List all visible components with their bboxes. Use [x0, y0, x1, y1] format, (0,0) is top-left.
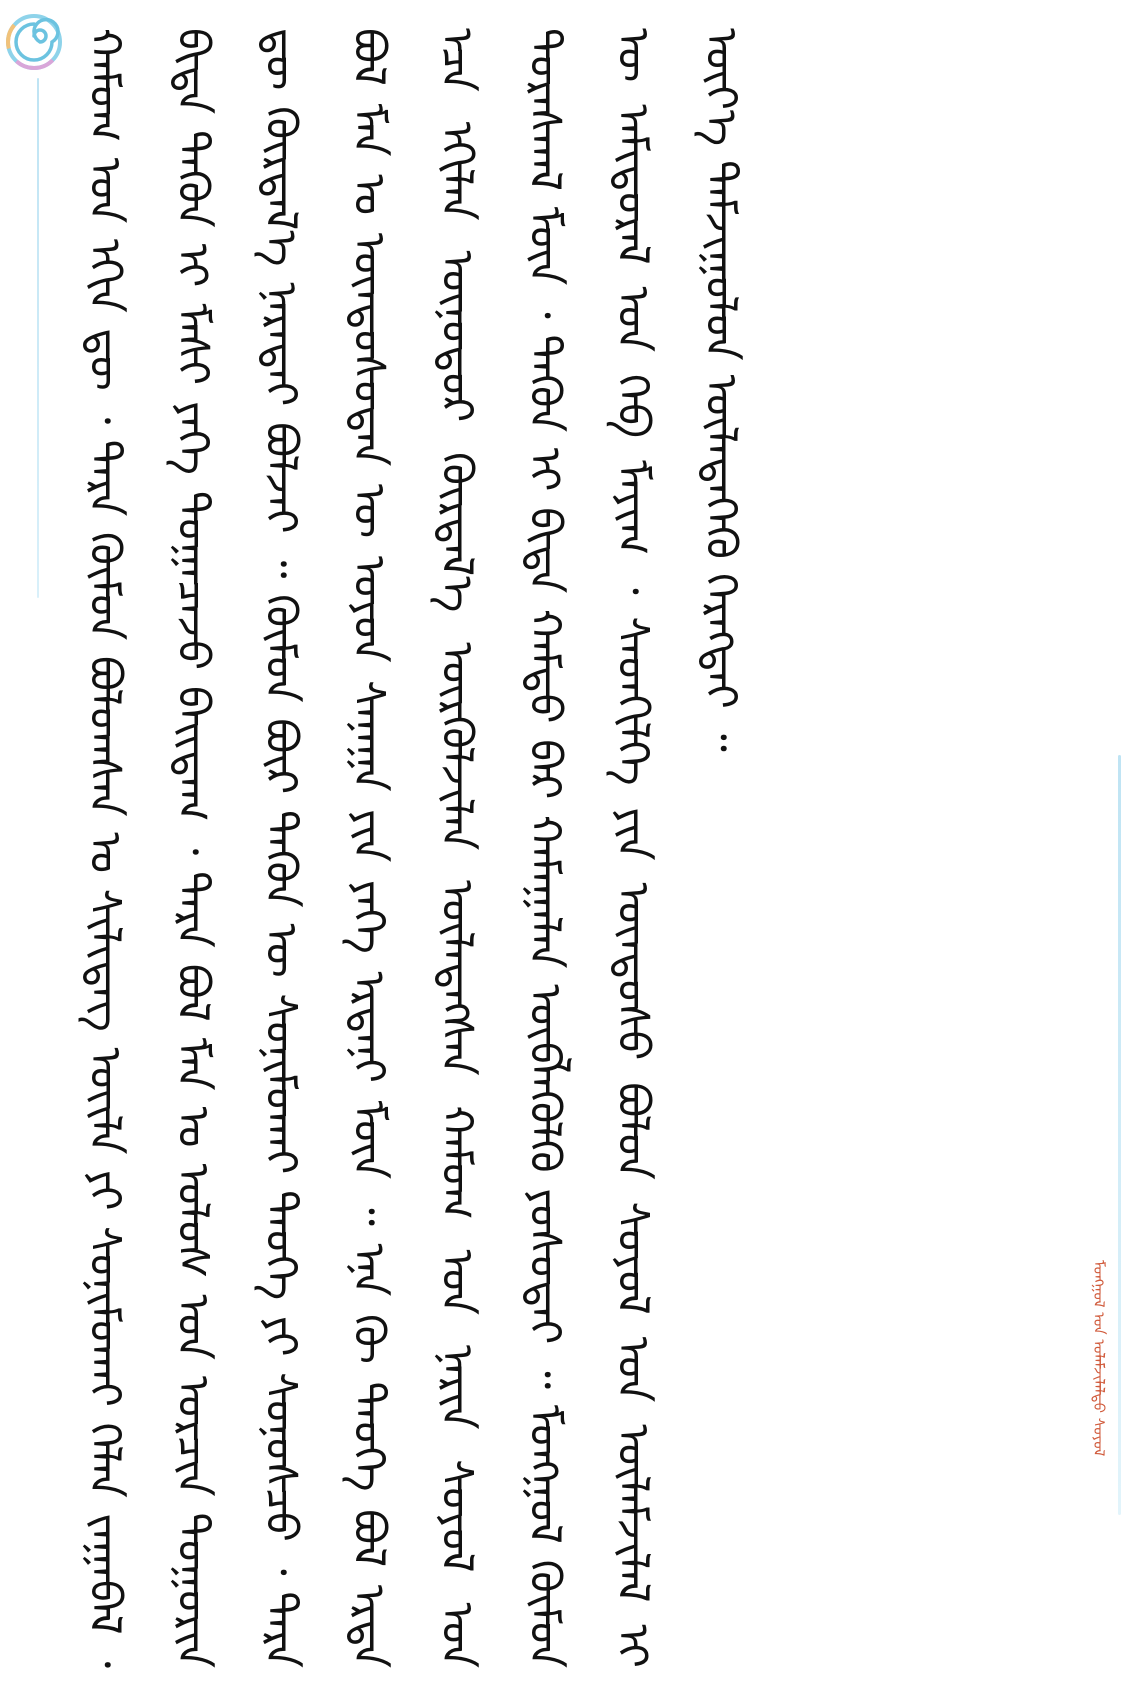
paragraph-2: ᠬᠦᠮᠦᠨ ᠪᠦᠷ ᠲᠡᠭᠦᠨ ᠦ ᠰᠣᠨᠢᠮᠣᠬᠠᠢ ᠲᠡᠦᠬᠡ ᠶᠢ ᠰᠣᠨᠣᠰᠴᠤ ᠂ ᠲᠡᠷᠡ ᠪᠣᠯ ᠮᠠᠨ ᠤ ᠦᠨᠳᠦᠰᠦᠲᠡᠨ ᠦ ᠣᠶᠤᠨ ᠰᠠᠨᠠᠭᠠ ᠶᠢᠨ ᠶᠡᠬᠡ ᠡᠷᠳᠡᠨᠢ ᠮᠥᠨ ᠃: [255, 28, 394, 1668]
paragraph-1: ᠬᠠᠮᠤᠭ ᠤᠨ ᠡᠬᠢᠨ ᠳᠦ ᠂ ᠲᠡᠷᠡ ᠬᠦᠮᠦᠨ ᠪᠣᠯᠤᠭᠰᠠᠨ ᠤ ᠰᠢᠯᠢᠳᠡᠭ ᠦᠢᠯᠡ ᠶᠢ ᠰᠣᠨᠢᠮᠣᠬᠠᠢ ᠬᠡᠯᠡᠨ ᠵᠠᠭᠠᠪᠠᠯ ᠂ ᠪᠢᠳᠡ ᠲᠡᠭᠦᠨ ᠢ ᠮᠠᠰᠢ ᠶᠡᠬᠡ ᠲᠣᠭᠠᠴᠠᠵᠤ ᠪᠠᠢᠳᠠᠭ ᠂ ᠲᠡᠷᠡ ᠪᠣᠯ ᠮᠠᠨ ᠤ ᠤᠯᠤᠰ ᠤᠨ ᠣᠷᠴᠢᠨ ᠲᠣᠭᠣᠷᠢᠨ ᠳᠦ ᠬᠦᠷᠲᠡᠯ᠎ᠡ ᠨᠡᠷᠡᠲᠡᠢ ᠪᠣᠯᠵᠠᠢ ᠃: [79, 28, 306, 1668]
mongolian-text-body: [60, 28, 1060, 1668]
paragraph-4: ᠮᠣᠩᠭᠣᠯ ᠬᠦᠮᠦᠨ ᠦ ᠠᠮᠢᠳᠤᠷᠠᠯ ᠤᠨ ᠬᠡᠪ ᠮᠠᠶᠢᠭ ᠂ ᠰᠡᠳᠬᠢᠯᠭᠡ ᠶᠢᠨ ᠦᠨᠳᠦᠰᠦ ᠪᠣᠯᠤᠨ ᠰᠣᠶᠤᠯ ᠤᠨ ᠦᠯᠡᠮᠵᠢᠯᠡᠯ ᠢ ᠦᠶ᠎ᠡ ᠳᠠᠮᠵᠢᠭᠤᠯᠤᠨ ᠦᠯᠡᠳᠡᠭᠡᠬᠦ ᠬᠡᠷᠡᠭᠲᠡᠢ ᠃: [519, 28, 746, 1668]
right-divider-line: [1118, 755, 1121, 1515]
left-divider-line: [37, 78, 39, 598]
spiral-logo-icon: [4, 12, 64, 72]
paragraph-3: ᠡᠨᠡ ᠬᠦ ᠲᠡᠦᠬᠡ ᠪᠣᠯ ᠡᠷᠲᠡ ᠡᠴᠡ ᠡᠬᠢᠯᠡᠨ ᠥᠨᠥᠳᠦᠷ ᠬᠦᠷᠲᠡᠯ᠎ᠡ ᠦᠷᠬᠦᠯᠵᠢᠯᠡᠨ ᠦᠯᠡᠳᠡᠭᠰᠡᠨ ᠬᠠᠮᠤᠭ ᠤᠨ ᠨᠠᠷᠢᠨ ᠰᠣᠶᠤᠯ ᠤᠨ ᠳᠤᠷᠠᠰᠬᠠᠯ ᠮᠥᠨ ᠂ ᠲᠡᠭᠦᠨ ᠢ ᠪᠢᠳᠡ ᠬᠠᠮᠲᠤ ᠪᠡᠷ ᠬᠠᠮᠠᠭᠠᠯᠠᠨ ᠥᠪᠯᠡᠭᠦᠯᠬᠦ ᠶᠣᠰᠣᠲᠠᠢ ᠃: [343, 28, 570, 1668]
side-caption: ᠮᠣᠩᠭᠣᠯ ᠤᠨ ᠤᠯᠠᠮᠵᠢᠯᠠᠯᠲᠤ ᠰᠤᠶᠤᠯ: [1090, 1260, 1108, 1457]
